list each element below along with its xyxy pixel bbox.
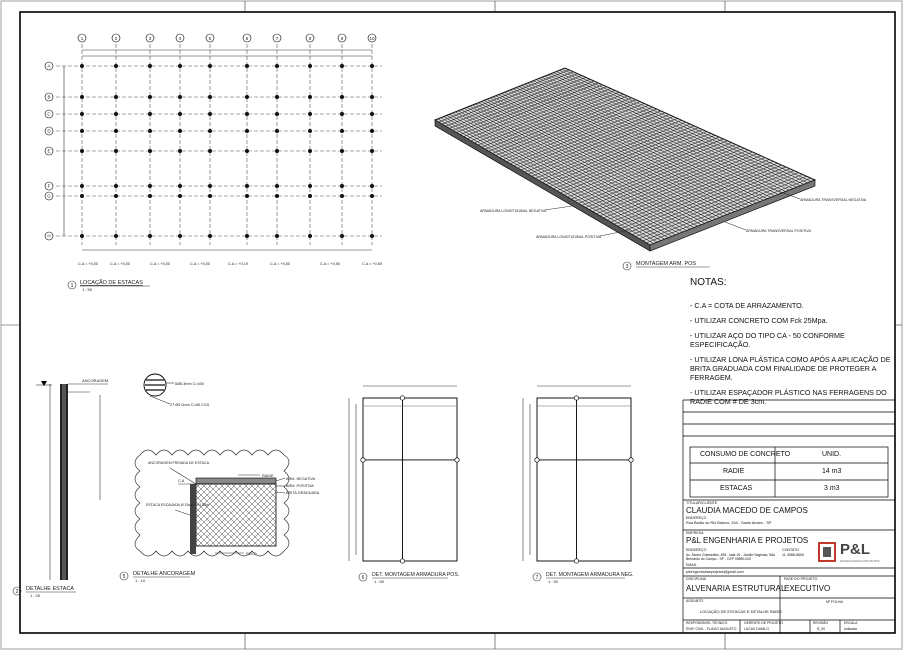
pile-ca-label: C.A = +0,00 xyxy=(77,262,99,266)
svg-text:1 : 50: 1 : 50 xyxy=(548,579,559,584)
pile-marker xyxy=(148,234,152,238)
pile-marker xyxy=(208,149,212,153)
svg-text:ARMADURA TRANSVERSAL NEGATIVA: ARMADURA TRANSVERSAL NEGATIVA xyxy=(800,198,867,202)
svg-text:C.A: C.A xyxy=(178,479,185,483)
resp-value: ENGº CIVIL - FLÁVIO AUGUSTO xyxy=(686,627,737,631)
note-item: - UTILIZAR AÇO DO TIPO CA - 50 CONFORME ESPECIFICAÇÃO. xyxy=(690,331,845,349)
svg-text:ARM. POSITIVA: ARM. POSITIVA xyxy=(286,484,314,488)
note-item: - C.A = COTA DE ARRAZAMENTO. xyxy=(690,301,804,310)
concrete-row-radie-label: RADIE xyxy=(723,468,745,475)
logo-subtext: ENGENHARIA E PROJETOS xyxy=(840,559,880,563)
pile-marker xyxy=(245,194,249,198)
pile-marker xyxy=(208,194,212,198)
company-name: P&L ENGENHARIA E PROJETOS xyxy=(686,536,809,545)
svg-text:ARMADURA LONGITUDINAL NEGATIVA: ARMADURA LONGITUDINAL NEGATIVA xyxy=(480,209,547,213)
pile-marker xyxy=(275,64,279,68)
concrete-row-radie-value: 14 m3 xyxy=(822,468,842,475)
pile-marker xyxy=(114,234,118,238)
grid-col-label: 5 xyxy=(208,36,212,41)
grid-row-label: G xyxy=(47,193,51,199)
client-address: Rua Barão do Rio Branco, 244 - Santo Amaro - SP xyxy=(686,521,772,525)
svg-text:ARMADURA TRANSVERSAL POSITIVA: ARMADURA TRANSVERSAL POSITIVA xyxy=(746,229,811,233)
phase-label: FASE DO PROJETO xyxy=(784,577,818,581)
concrete-table-header-1: UNID. xyxy=(822,451,842,458)
view3-title xyxy=(623,261,710,270)
svg-text:1 : 50: 1 : 50 xyxy=(82,287,93,292)
pile-marker xyxy=(370,64,374,68)
grid-col-label: 2 xyxy=(114,36,118,41)
pile-marker xyxy=(308,194,312,198)
pile-marker xyxy=(370,129,374,133)
pile-marker xyxy=(80,194,84,198)
note-item: - UTILIZAR ESPAÇADOR PLÁSTICO NAS FERRAGENS DO RADIE COM # DE 3cm. xyxy=(690,388,887,406)
pile-marker xyxy=(275,194,279,198)
pile-marker xyxy=(148,64,152,68)
pile-marker xyxy=(308,95,312,99)
pile-marker xyxy=(178,149,182,153)
grid-col-label: 9 xyxy=(340,36,344,41)
concrete-row-estacas-label: ESTACAS xyxy=(720,485,753,492)
company-address: Av. Álvaro Guimarães, 498 - sala 15 - Jardim Saginaw, São Bernardo do Campo - SP - CEP 09890-000 xyxy=(686,553,776,562)
pile-marker xyxy=(148,112,152,116)
pile-marker xyxy=(340,95,344,99)
pile-marker xyxy=(114,194,118,198)
svg-text:DET. MONTAGEM ARMADURA POS.: DET. MONTAGEM ARMADURA POS. xyxy=(372,572,460,578)
svg-text:MONTAGEM ARM. POS: MONTAGEM ARM. POS xyxy=(636,261,697,267)
svg-text:6Ø6.3mm C=400: 6Ø6.3mm C=400 xyxy=(175,382,205,386)
rebar-end-top xyxy=(400,396,404,400)
pile-marker xyxy=(245,184,249,188)
svg-text:BRITA GRADUADA: BRITA GRADUADA xyxy=(286,491,320,495)
grid-col-label: 3 xyxy=(148,36,152,41)
client-label: TITULAR/CLIENTE xyxy=(686,501,718,505)
pile-marker xyxy=(178,64,182,68)
pile-marker xyxy=(245,95,249,99)
pile-marker xyxy=(148,194,152,198)
pile-marker xyxy=(340,234,344,238)
svg-text:ARM. NEGATIVA: ARM. NEGATIVA xyxy=(286,477,316,481)
pile-marker xyxy=(80,149,84,153)
pile-marker xyxy=(178,234,182,238)
view7-title xyxy=(533,572,634,584)
pile-marker xyxy=(208,184,212,188)
pile-marker xyxy=(308,112,312,116)
pile-ca-label: C.A = +0,50 xyxy=(269,262,291,266)
pile-marker xyxy=(148,149,152,153)
svg-text:6: 6 xyxy=(361,575,365,581)
pile-marker xyxy=(178,194,182,198)
concrete-table-header-0: CONSUMO DE CONCRETO xyxy=(700,451,791,458)
pile-marker xyxy=(370,112,374,116)
pile-marker xyxy=(148,184,152,188)
pile-marker xyxy=(370,194,374,198)
note-item: - UTILIZAR LONA PLÁSTICA COMO APÓS A APLICAÇÃO DE BRITA GRADUADA COM FINALIDADE DE PROTEGER A FERRAGEM. xyxy=(690,355,891,382)
pile-marker xyxy=(340,194,344,198)
pile-marker xyxy=(308,64,312,68)
concrete-row-estacas-value: 3 m3 xyxy=(824,485,840,492)
logo-text: P&L xyxy=(840,541,870,558)
svg-text:DETALHE ANCORAGEM: DETALHE ANCORAGEM xyxy=(133,571,196,577)
pile-ca-label: C.A = +0,19 xyxy=(227,262,249,266)
svg-text:RADIE: RADIE xyxy=(262,474,274,478)
rebar-end-left xyxy=(535,458,539,462)
client-name: CLAUDIA MACEDO DE CAMPOS xyxy=(686,506,808,515)
pile-marker xyxy=(245,234,249,238)
pile-marker xyxy=(308,129,312,133)
pile-marker xyxy=(80,112,84,116)
radie-outline xyxy=(363,398,457,561)
svg-text:1 : 10: 1 : 10 xyxy=(135,578,146,583)
company-logo xyxy=(816,540,888,566)
svg-text:DET. MONTAGEM ARMADURA NEG.: DET. MONTAGEM ARMADURA NEG. xyxy=(546,572,634,578)
rebar-end-right xyxy=(629,458,633,462)
pile-marker xyxy=(178,184,182,188)
svg-text:LOCAÇÃO DE ESTACAS: LOCAÇÃO DE ESTACAS xyxy=(80,280,143,286)
svg-text:ARMADURA LONGITUDINAL POSITIVA: ARMADURA LONGITUDINAL POSITIVA xyxy=(536,235,602,239)
pile-marker xyxy=(208,64,212,68)
pile-marker xyxy=(340,112,344,116)
scale-label: ESCALA xyxy=(844,621,858,625)
title-block-frame xyxy=(683,400,895,633)
pile-marker xyxy=(340,129,344,133)
pile-marker xyxy=(178,95,182,99)
subject-label: ASSUNTO xyxy=(686,599,704,603)
svg-text:27 Ø5.0mm C=65 C/15: 27 Ø5.0mm C=65 C/15 xyxy=(170,403,210,407)
svg-text:ANCORAGEM: ANCORAGEM xyxy=(82,378,109,383)
notes-title: NOTAS: xyxy=(690,277,727,288)
pile-marker xyxy=(114,129,118,133)
view1-title xyxy=(68,279,150,292)
pile-marker xyxy=(275,184,279,188)
manager-value: LUCAS DANILO xyxy=(744,627,769,631)
pile-marker xyxy=(80,95,84,99)
pile-marker xyxy=(275,95,279,99)
grid-col-label: 4 xyxy=(178,36,182,41)
pile-marker xyxy=(275,129,279,133)
svg-text:1 : 50: 1 : 50 xyxy=(374,579,385,584)
pile-marker xyxy=(208,234,212,238)
anchorage-detail xyxy=(120,450,320,583)
resp-label: RESPONSÁVEL TÉCNICO xyxy=(686,621,728,625)
svg-text:7: 7 xyxy=(535,575,539,581)
pile-marker xyxy=(114,112,118,116)
address-label: ENDEREÇO xyxy=(686,516,707,520)
svg-text:5: 5 xyxy=(122,574,126,580)
pile-marker xyxy=(245,129,249,133)
discipline-label: DISCIPLINA xyxy=(686,577,706,581)
pile-location-plan xyxy=(45,34,382,266)
pile-marker xyxy=(114,149,118,153)
sheet-label: Nº FOLHA xyxy=(826,600,843,604)
pile-marker xyxy=(80,234,84,238)
svg-text:ESTACA ESCAVADA Ø 15cm C=4,00m: ESTACA ESCAVADA Ø 15cm C=4,00m xyxy=(146,503,210,507)
discipline-value: ALVENARIA ESTRUTURAL xyxy=(686,584,786,593)
grid-col-label: 6 xyxy=(245,36,249,41)
pile-marker xyxy=(208,112,212,116)
rebar-end-right xyxy=(455,458,459,462)
pile-detail xyxy=(13,378,108,598)
manager-label: GERENTE DE PROJETO xyxy=(744,621,783,625)
svg-text:1: 1 xyxy=(70,283,74,289)
grid-row-label: E xyxy=(47,148,51,154)
grid-col-label: 1 xyxy=(80,36,84,41)
pile-marker xyxy=(114,95,118,99)
view6-title xyxy=(359,572,459,584)
pile-marker xyxy=(178,129,182,133)
svg-text:3: 3 xyxy=(625,264,629,270)
pile-ca-label: C.A = +0,50 xyxy=(319,262,341,266)
rebar-assembly-pos xyxy=(349,386,459,563)
svg-text:1 : 25: 1 : 25 xyxy=(30,593,41,598)
grid-col-label: 7 xyxy=(275,36,279,41)
pile-marker xyxy=(245,149,249,153)
pile-marker xyxy=(308,149,312,153)
pile-marker xyxy=(308,234,312,238)
rebar-assembly-neg xyxy=(523,386,633,563)
svg-text:2: 2 xyxy=(15,589,19,595)
pile-marker xyxy=(245,64,249,68)
company-label: EMPRESA xyxy=(686,531,704,535)
rebar-end-bottom xyxy=(574,559,578,563)
grid-row-label: C xyxy=(47,111,51,117)
pile-marker xyxy=(80,184,84,188)
pile-marker xyxy=(370,234,374,238)
pile-marker xyxy=(245,112,249,116)
grid-row-label: D xyxy=(47,128,51,134)
radie-outline xyxy=(537,398,631,561)
pile-marker xyxy=(340,184,344,188)
pile-marker xyxy=(340,149,344,153)
pile-marker xyxy=(80,64,84,68)
pile-ca-label: C.A = +0,00 xyxy=(109,262,131,266)
email-label: EMAIL xyxy=(686,563,697,567)
grid-col-label: 10 xyxy=(369,36,375,41)
pile-marker xyxy=(275,149,279,153)
scale-value: Indicada xyxy=(844,627,857,631)
pile-marker xyxy=(114,64,118,68)
grid-row-label: B xyxy=(47,94,51,100)
pile-marker xyxy=(275,112,279,116)
svg-text:DETALHE ESTACA: DETALHE ESTACA xyxy=(26,586,75,592)
isometric-radie-mesh xyxy=(435,68,815,251)
revision-value: R_00 xyxy=(817,627,826,631)
pile-marker xyxy=(208,95,212,99)
pile-marker xyxy=(340,64,344,68)
pile-marker xyxy=(370,184,374,188)
rebar-end-bottom xyxy=(400,559,404,563)
pile-marker xyxy=(370,95,374,99)
grid-row-label: A xyxy=(47,63,51,69)
pile-marker xyxy=(148,95,152,99)
pile-ca-label: C.A = +0,00 xyxy=(189,262,211,266)
pile-marker xyxy=(208,129,212,133)
pile-ca-label: C.A = +0,00 xyxy=(149,262,171,266)
grid-row-label: H xyxy=(47,233,51,239)
revision-label: REVISÃO xyxy=(813,621,829,625)
subject-value: LOCAÇÃO DE ESTACAS E DETALHE RADIE xyxy=(700,609,783,614)
grid-col-label: 8 xyxy=(308,36,312,41)
pile-marker xyxy=(308,184,312,188)
pile-ca-label: C.A = +0,50 xyxy=(361,262,383,266)
svg-text:ANCORAGEM FRISADA DE ESTACA: ANCORAGEM FRISADA DE ESTACA xyxy=(148,461,210,465)
contact-label: CONTATO xyxy=(782,548,799,552)
contact-phone: 11 3588-5800 xyxy=(782,553,804,557)
pile-marker xyxy=(80,129,84,133)
pile-marker xyxy=(370,149,374,153)
pile-section-detail xyxy=(144,374,209,407)
phase-value: EXECUTIVO xyxy=(784,584,831,593)
logo-mark-icon xyxy=(818,542,836,562)
grid-row-label: F xyxy=(47,183,51,189)
pile-marker xyxy=(148,129,152,133)
pile-marker xyxy=(275,234,279,238)
pile-marker xyxy=(178,112,182,116)
company-address-label: ENDEREÇO xyxy=(686,548,707,552)
note-item: - UTILIZAR CONCRETO COM Fck 25Mpa. xyxy=(690,316,828,325)
email-value: pleengenhariaeprojetos@gmail.com xyxy=(686,570,744,574)
rebar-end-top xyxy=(574,396,578,400)
rebar-end-left xyxy=(361,458,365,462)
pile-marker xyxy=(114,184,118,188)
notes-block xyxy=(690,278,900,412)
svg-text:SOLO: SOLO xyxy=(246,552,257,556)
